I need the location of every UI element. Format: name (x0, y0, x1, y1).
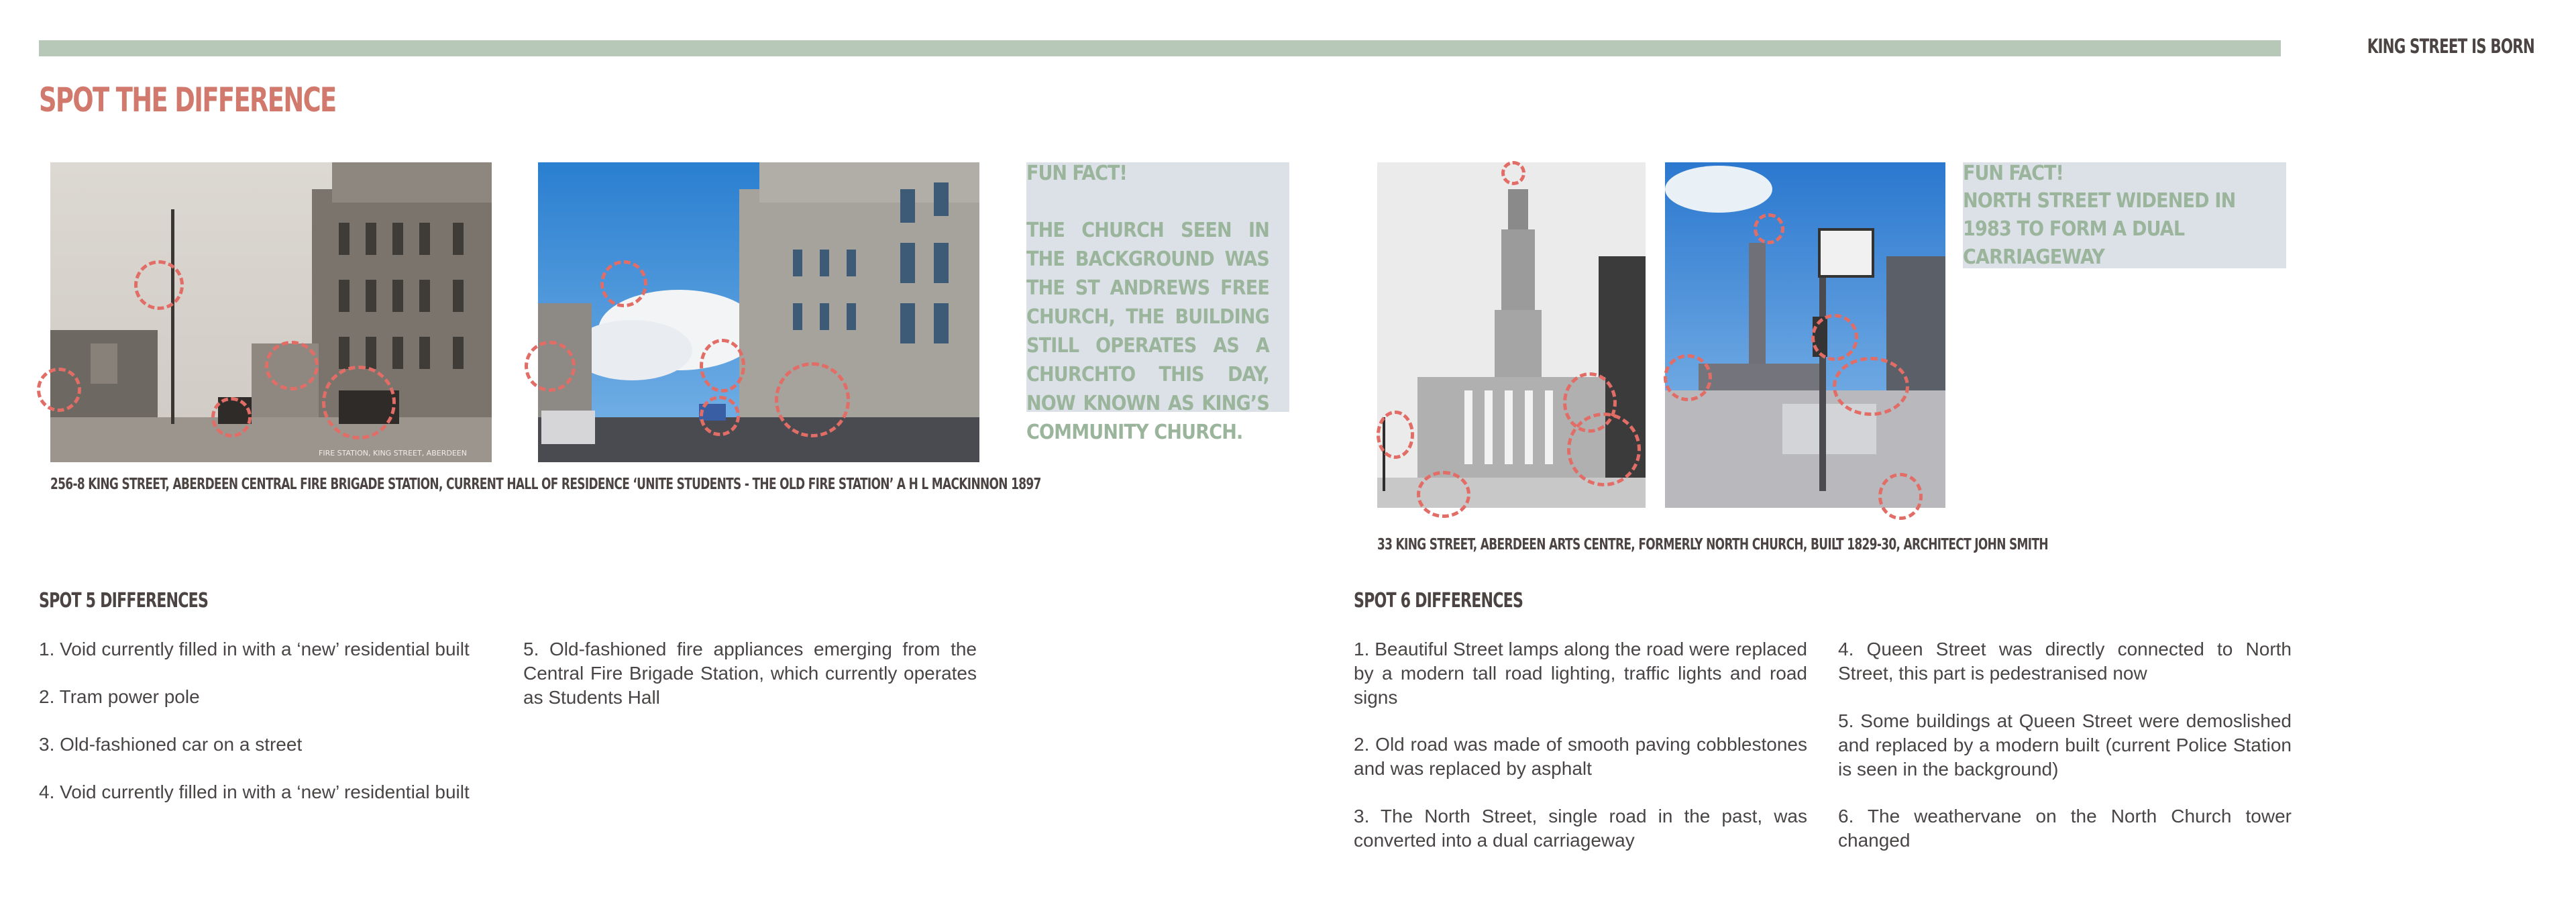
right-fun-fact-box (1963, 162, 2286, 268)
difference-circle-marker (1567, 413, 1641, 486)
left-difference-item-2: 2. Tram power pole (39, 686, 200, 707)
top-accent-bar (39, 40, 2281, 56)
difference-circle-marker (600, 260, 647, 307)
right-difference-item-2: 2. Old road was made of smooth paving cobblestones and was replaced by asphalt (1354, 734, 1807, 779)
right-differences-heading: SPOT 6 DIFFERENCES (1354, 589, 1523, 612)
left-differences-heading: SPOT 5 DIFFERENCES (39, 589, 209, 612)
left-difference-item-1: 1. Void currently filled in with a ‘new’ residential built (39, 639, 470, 659)
right-photo-caption: 33 KING STREET, ABERDEEN ARTS CENTRE, FORMERLY NORTH CHURCH, BUILT 1829-30, ARCHITECT JOHN SMITH (1377, 536, 2048, 553)
page-title: SPOT THE DIFFERENCE (39, 81, 336, 119)
right-difference-item-4: 4. Queen Street was directly connected to North Street, this part is pedestranised now (1838, 639, 2292, 684)
modern-north-church-photo (1665, 162, 1945, 508)
modern-fire-station-photo (538, 162, 979, 462)
difference-circle-marker (1878, 473, 1923, 520)
difference-circle-marker (1377, 411, 1414, 459)
difference-circle-marker (1754, 213, 1784, 244)
left-photo-caption: 256-8 KING STREET, ABERDEEN CENTRAL FIRE BRIGADE STATION, CURRENT HALL OF RESIDENCE ‘UNITE STUDENTS - THE OLD FIRE STATION’ A H L MACKINNON 1897 (50, 476, 1041, 493)
difference-circle-marker (1811, 314, 1858, 361)
difference-circle-marker (134, 260, 184, 310)
right-fun-fact-text: NORTH STREET WIDENED IN 1983 TO FORM A DUAL CARRIAGEWAY (1963, 189, 2236, 269)
difference-circle-marker (1501, 161, 1525, 185)
right-difference-item-3: 3. The North Street, single road in the past, was converted into a dual carriageway (1354, 806, 1807, 851)
difference-circle-marker (775, 362, 850, 437)
section-label: KING STREET IS BORN (2367, 35, 2534, 58)
difference-circle-marker (1664, 354, 1712, 401)
left-difference-item-3: 3. Old-fashioned car on a street (39, 734, 303, 755)
difference-circle-marker (265, 341, 319, 390)
difference-circle-marker (322, 366, 396, 439)
right-difference-item-1: 1. Beautiful Street lamps along the road were replaced by a modern tall road lighting, traffic lights and road signs (1354, 639, 1807, 708)
difference-circle-marker (37, 368, 81, 412)
difference-circle-marker (700, 396, 740, 436)
left-difference-item-4: 4. Void currently filled in with a ‘new’ residential built (39, 782, 470, 802)
difference-circle-marker (525, 341, 576, 392)
left-fun-fact-text: THE CHURCH SEEN IN THE BACKGROUND WAS THE ST ANDREWS FREE CHURCH, THE BUILDING STILL OPERATES AS A CHURCHTO THIS DAY, NOW KNOWN AS KING’S COMMUNITY CHURCH. (1026, 219, 1269, 444)
right-fun-fact-title: FUN FACT! (1963, 162, 2063, 185)
left-fun-fact-box (1026, 162, 1289, 444)
right-difference-item-6: 6. The weathervane on the North Church tower changed (1838, 806, 2292, 851)
difference-circle-marker (1833, 357, 1909, 416)
difference-circle-marker (700, 339, 745, 392)
difference-circle-marker (211, 397, 252, 437)
old-fire-station-photo (50, 162, 492, 462)
difference-circle-marker (1417, 471, 1470, 518)
left-difference-item-5: 5. Old-fashioned fire appliances emerging from the Central Fire Brigade Station, which currently operates as Students Hall (523, 639, 977, 708)
old-photo-inline-caption: FIRE STATION, KING STREET, ABERDEEN (319, 449, 467, 458)
left-fun-fact-title: FUN FACT! (1026, 162, 1127, 185)
right-difference-item-5: 5. Some buildings at Queen Street were demoslished and replaced by a modern built (current Police Station is seen in the background) (1838, 710, 2292, 780)
